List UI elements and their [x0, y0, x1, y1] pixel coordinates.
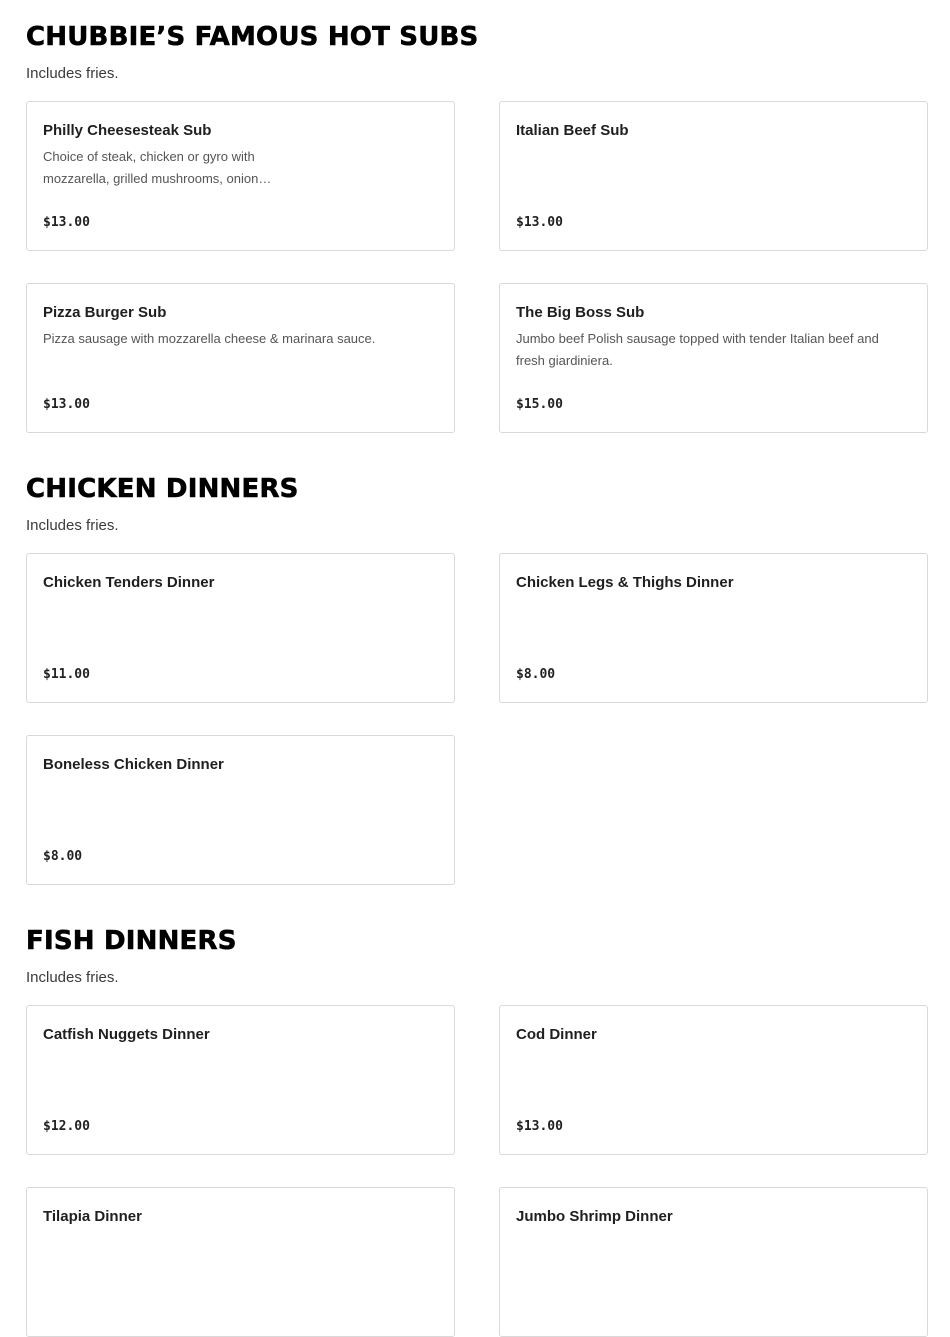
- menu-item-price: $12.00: [43, 1119, 90, 1134]
- menu-item-name: Chicken Legs & Thighs Dinner: [516, 574, 734, 591]
- menu-item-card[interactable]: [26, 101, 455, 251]
- menu-item-name: Italian Beef Sub: [516, 122, 629, 139]
- menu-item-name: Boneless Chicken Dinner: [43, 756, 224, 773]
- menu-item-card[interactable]: [26, 553, 455, 703]
- menu-item-name: Tilapia Dinner: [43, 1208, 142, 1225]
- section-title: CHICKEN DINNERS: [26, 474, 299, 504]
- menu-item-price: $8.00: [516, 667, 556, 682]
- menu-item-card[interactable]: [499, 283, 928, 433]
- menu-item-name: Chicken Tenders Dinner: [43, 574, 215, 591]
- menu-item-name: Pizza Burger Sub: [43, 304, 167, 321]
- menu-item-card[interactable]: [499, 553, 928, 703]
- menu-item-card[interactable]: [26, 1187, 455, 1337]
- menu-item-card[interactable]: [499, 1005, 928, 1155]
- menu-item-price: $13.00: [43, 397, 90, 412]
- menu-section-chicken-dinners: [26, 474, 928, 885]
- menu-section-fish-dinners: [26, 926, 928, 1337]
- menu-item-price: $13.00: [43, 215, 90, 230]
- menu-item-card[interactable]: [26, 1005, 455, 1155]
- menu-item-price: $13.00: [516, 1119, 563, 1134]
- menu-item-grid: [26, 101, 928, 433]
- menu-item-card[interactable]: [499, 1187, 928, 1337]
- menu-item-card[interactable]: [26, 735, 455, 885]
- menu-item-name: Philly Cheesesteak Sub: [43, 122, 212, 139]
- menu-item-description: Choice of steak, chicken or gyro with mozzarella, grilled mushrooms, onion…: [43, 149, 272, 186]
- menu-item-name: The Big Boss Sub: [516, 304, 645, 321]
- section-subtitle: Includes fries.: [26, 517, 119, 534]
- menu-item-name: Catfish Nuggets Dinner: [43, 1026, 210, 1043]
- menu-item-description: Jumbo beef Polish sausage topped with tender Italian beef and fresh giardiniera.: [516, 331, 879, 368]
- menu-item-price: $13.00: [516, 215, 563, 230]
- menu-item-name: Jumbo Shrimp Dinner: [516, 1208, 673, 1225]
- menu-item-grid: [26, 1005, 928, 1337]
- section-subtitle: Includes fries.: [26, 969, 119, 986]
- menu-item-price: $11.00: [43, 667, 90, 682]
- menu-item-name: Cod Dinner: [516, 1026, 597, 1043]
- menu-item-grid: [26, 553, 928, 885]
- menu-item-price: $8.00: [43, 849, 83, 864]
- section-title: CHUBBIE’S FAMOUS HOT SUBS: [26, 22, 479, 52]
- menu-item-description: Pizza sausage with mozzarella cheese & marinara sauce.: [43, 331, 376, 346]
- menu-item-price: $15.00: [516, 397, 563, 412]
- menu-item-card[interactable]: [499, 101, 928, 251]
- menu-item-card[interactable]: [26, 283, 455, 433]
- section-subtitle: Includes fries.: [26, 65, 119, 82]
- section-title: FISH DINNERS: [26, 926, 237, 956]
- menu-section-hot-subs: [26, 22, 928, 433]
